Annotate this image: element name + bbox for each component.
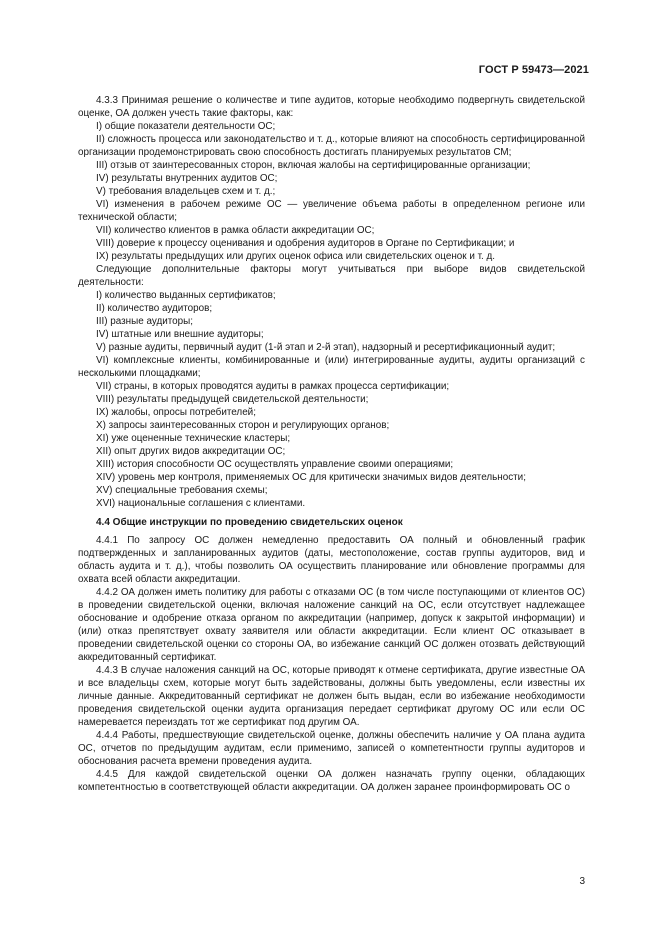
page-number: 3 xyxy=(579,876,585,887)
list-item: VI) комплексные клиенты, комбинированные и (или) интегрированные аудиты, аудиты организаций с несколькими площадками; xyxy=(78,355,585,379)
paragraph-4-4-3: 4.4.3 В случае наложения санкций на ОС, которые приводят к отмене сертификата, другие известные ОА и все владельцы схем, которые могут быть задействованы, должны быть уведомлены, если известны их личные данные. Аккредитованный сертификат не должен быть выдан, если во избежание необходимости проведения свидетельской оценки аудита организация передает сертификат другому ОС или если ОС намеревается переиздать тот же сертификат под другим ОА. xyxy=(78,665,585,728)
list-item: XI) уже оцененные технические кластеры; xyxy=(96,433,291,444)
paragraph-4-3-3-intro: 4.3.3 Принимая решение о количестве и типе аудитов, которые необходимо подвергнуть свидетельской оценке, ОА должен учесть такие факторы, как: xyxy=(78,95,585,119)
list-item: XIV) уровень мер контроля, применяемых ОС для критически значимых видов деятельности; xyxy=(96,472,526,483)
list-item: XIII) история способности ОС осуществлять управление своими операциями; xyxy=(96,459,454,470)
factors-list xyxy=(78,120,585,263)
list-item: VIII) результаты предыдущей свидетельской деятельности; xyxy=(96,394,369,405)
list-item: I) количество выданных сертификатов; xyxy=(96,290,276,301)
list-item: XII) опыт других видов аккредитации ОС; xyxy=(96,446,286,457)
list-item: XVI) национальные соглашения с клиентами. xyxy=(96,498,306,509)
list-item: I) общие показатели деятельности ОС; xyxy=(96,121,276,132)
list-item: XV) специальные требования схемы; xyxy=(96,485,268,496)
list-item: X) запросы заинтересованных сторон и регулирующих органов; xyxy=(96,420,390,431)
section-heading-4-4: 4.4 Общие инструкции по проведению свидетельских оценок xyxy=(96,517,403,528)
paragraph-4-4-4: 4.4.4 Работы, предшествующие свидетельской оценке, должны обеспечить наличие у ОА плана аудита ОС, отчетов по предыдущим аудитам, если применимо, записей о компетентности группы аудиторов и обоснования расчета времени проведения аудита. xyxy=(78,730,585,767)
additional-factors-list xyxy=(78,289,585,510)
paragraph-4-4-1: 4.4.1 По запросу ОС должен немедленно предоставить ОА полный и обновленный график подтвержденных и запланированных аудитов (даты, местоположение, состав группы аудиторов, вид и область аудита и т. д.), чтобы позволить ОА осуществить планирование или обновление программы для охвата всей области аккредитации. xyxy=(78,535,585,585)
list-item: III) разные аудиторы; xyxy=(96,316,193,327)
list-item: VI) изменения в рабочем режиме ОС — увеличение объема работы в определенном регионе или технической области; xyxy=(78,199,585,223)
list-item: VIII) доверие к процессу оценивания и одобрения аудиторов в Органе по Сертификации; и xyxy=(96,238,515,249)
paragraph-4-4-2: 4.4.2 ОА должен иметь политику для работы с отказами ОС (в том числе поступающими от клиентов ОС) в проведении свидетельской оценки, включая наложение санкций на ОС, если отсутствует надлежащее обоснование и одобрение отказа органом по аккредитации (например, допуск к закрытой информации) и (или) отказ препятствует охвату заявителя или области аккредитации. Если клиент ОС отказывает в проведении свидетельской оценки со стороны ОА, во избежание санкций ОС должен отозвать действующий аккредитованный сертификат. xyxy=(78,587,585,663)
list-item: II) количество аудиторов; xyxy=(96,303,213,314)
document-code: ГОСТ Р 59473—2021 xyxy=(478,64,589,76)
page-body xyxy=(78,94,585,794)
paragraph-4-4-5: 4.4.5 Для каждой свидетельской оценки ОА должен назначать группу оценки, обладающих компетентностью в соответствующей области аккредитации. ОА должен заранее проинформировать ОС о xyxy=(78,769,585,793)
list-item: IX) жалобы, опросы потребителей; xyxy=(96,407,256,418)
list-item: IX) результаты предыдущих или других оценок офиса или свидетельских оценок и т. д. xyxy=(96,251,496,262)
list-item: IV) результаты внутренних аудитов ОС; xyxy=(96,173,278,184)
list-item: VII) количество клиентов в рамка области аккредитации ОС; xyxy=(96,225,375,236)
list-item: V) разные аудиты, первичный аудит (1-й этап и 2-й этап), надзорный и ресертификационный аудит; xyxy=(96,342,556,353)
list-item: VII) страны, в которых проводятся аудиты в рамках процесса сертификации; xyxy=(96,381,450,392)
list-item: III) отзыв от заинтересованных сторон, включая жалобы на сертифицированные организации; xyxy=(96,160,531,171)
list-item: IV) штатные или внешние аудиторы; xyxy=(96,329,264,340)
list-item: II) сложность процесса или законодательство и т. д., которые влияют на способность сертифицированной организации продемонстрировать свою способность достигать планируемых результатов СМ; xyxy=(78,134,585,158)
additional-factors-intro: Следующие дополнительные факторы могут учитываться при выборе видов свидетельской деятельности: xyxy=(78,264,585,288)
list-item: V) требования владельцев схем и т. д.; xyxy=(96,186,276,197)
